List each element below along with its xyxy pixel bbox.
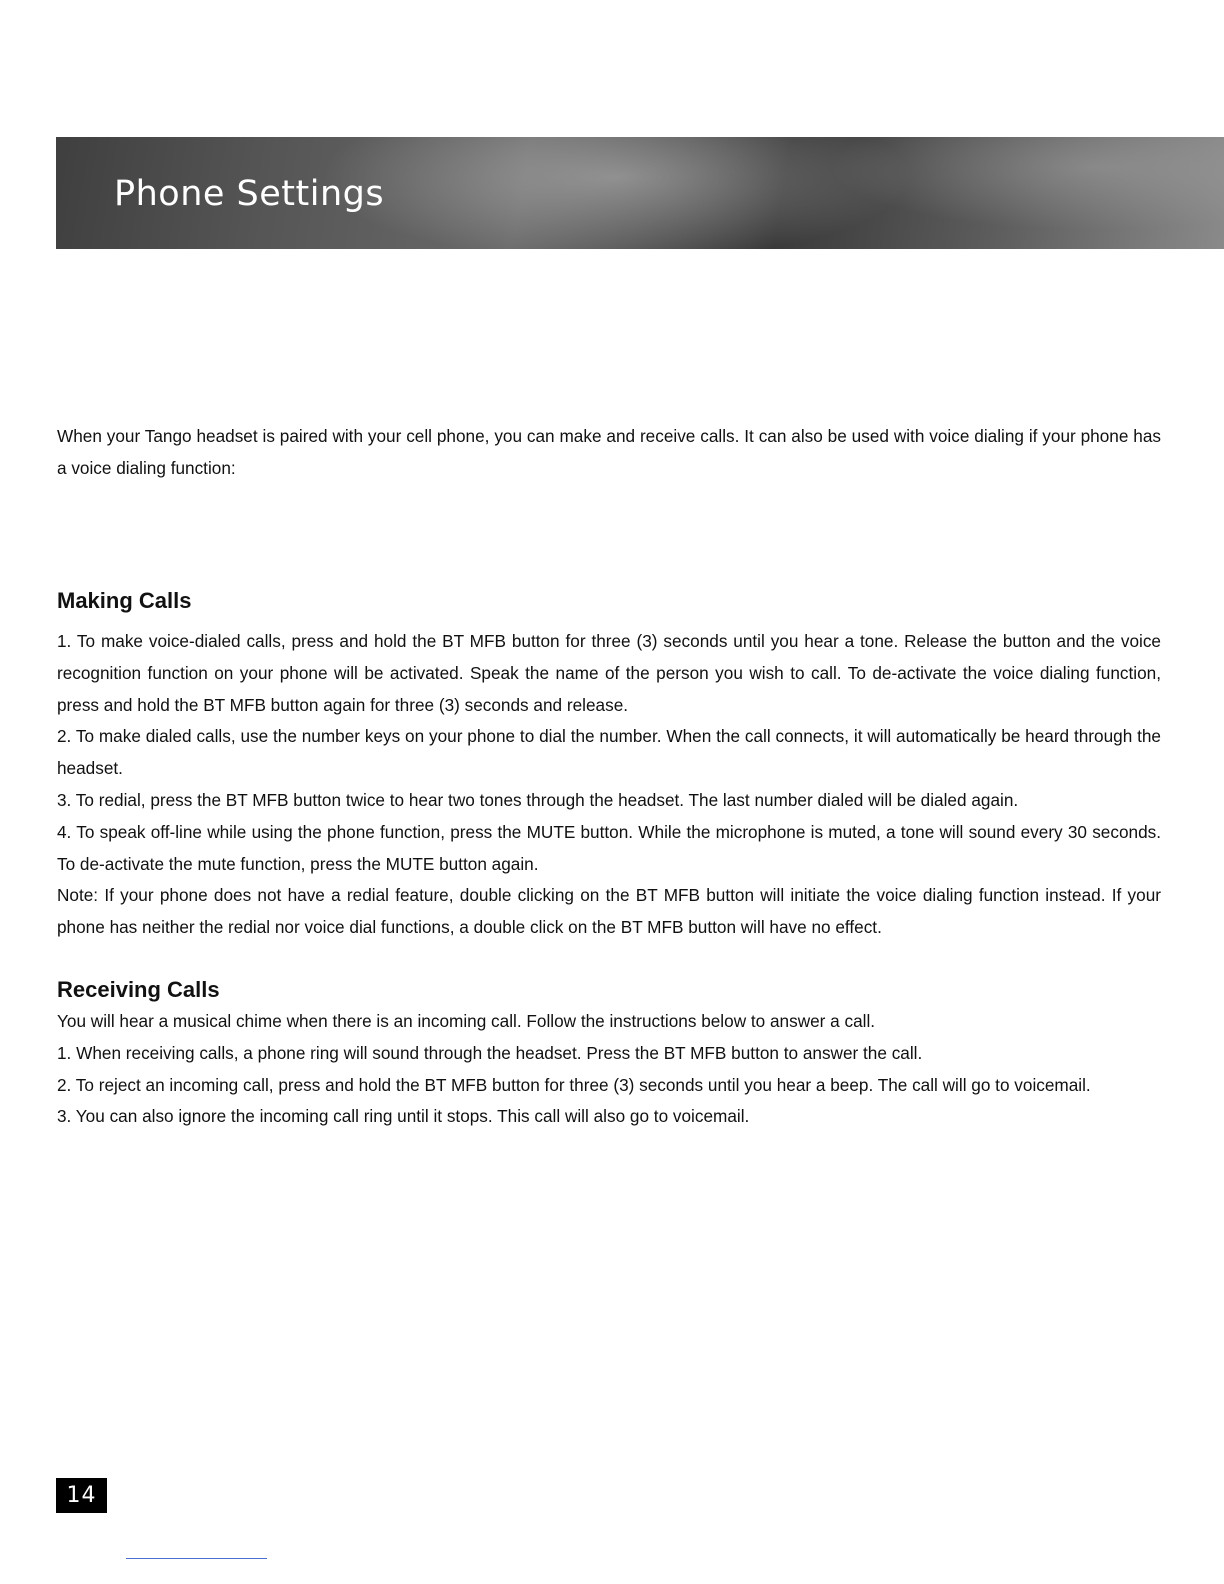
making-calls-heading: Making Calls: [57, 588, 192, 613]
footer-rule: [126, 1558, 267, 1559]
making-calls-note: Note: If your phone does not have a redial feature, double clicking on the BT MFB button will initiate the voice dialing function instead. If your phone has neither the redial nor voice dial functions, a double click on the BT MFB button will have no effect.: [57, 885, 1161, 938]
making-calls-step-4: 4. To speak off-line while using the phone function, press the MUTE button. While the microphone is muted, a tone will sound every 30 seconds. To de-activate the mute function, press the MUTE button again.: [57, 821, 1161, 874]
intro-section: [57, 421, 1161, 485]
receiving-calls-heading: Receiving Calls: [57, 977, 220, 1002]
making-calls-step-2: 2. To make dialed calls, use the number keys on your phone to dial the number. When the call connects, it will automatically be heard through the headset.: [57, 726, 1161, 779]
page-title: Phone Settings: [114, 174, 385, 214]
making-calls-section: [57, 585, 1161, 944]
making-calls-step-1: 1. To make voice-dialed calls, press and hold the BT MFB button for three (3) seconds until you hear a tone. Release the button and the voice recognition function on your phone will be activated. Speak the name of the person you wish to call. To de-activate the voice dialing function, press and hold the BT MFB button again for three (3) seconds and release.: [57, 631, 1161, 715]
receiving-calls-step-2: 2. To reject an incoming call, press and hold the BT MFB button for three (3) seconds until you hear a beep. The call will go to voicemail.: [57, 1074, 1091, 1095]
receiving-calls-section: [57, 974, 1161, 1133]
receiving-calls-step-1: 1. When receiving calls, a phone ring will sound through the headset. Press the BT MFB button to answer the call.: [57, 1042, 923, 1063]
header-banner: [56, 137, 1224, 249]
page-number: 14: [56, 1478, 107, 1513]
making-calls-step-3: 3. To redial, press the BT MFB button twice to hear two tones through the headset. The last number dialed will be dialed again.: [57, 789, 1019, 810]
receiving-calls-step-3: 3. You can also ignore the incoming call ring until it stops. This call will also go to voicemail.: [57, 1106, 750, 1127]
intro-paragraph: When your Tango headset is paired with your cell phone, you can make and receive calls. It can also be used with voice dialing if your phone has a voice dialing function:: [57, 426, 1161, 478]
receiving-calls-intro: You will hear a musical chime when there is an incoming call. Follow the instructions below to answer a call.: [57, 1011, 876, 1031]
